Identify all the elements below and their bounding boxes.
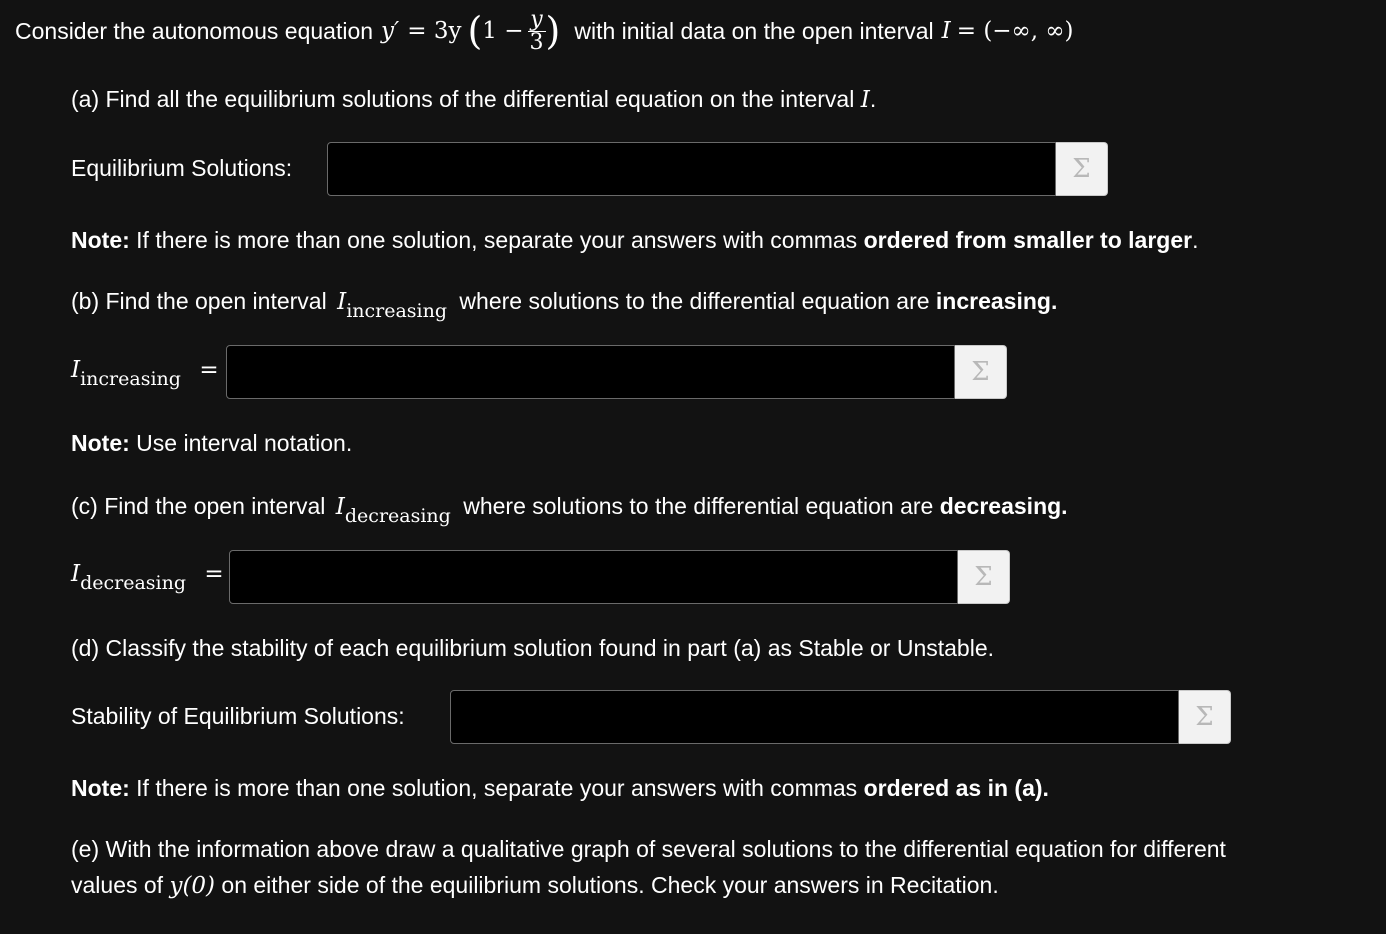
equilibrium-solutions-input[interactable]: [327, 142, 1056, 196]
sigma-icon: Σ: [971, 357, 990, 387]
equation-fraction: [528, 6, 546, 55]
interval-value: = (−∞, ∞): [956, 18, 1074, 44]
interval-var: I: [941, 18, 951, 44]
sigma-icon: Σ: [1195, 702, 1214, 732]
intro-suffix: with initial data on the open interval: [574, 17, 934, 44]
part-e-line1: (e) With the information above draw a qualitative graph of several solutions to the differential equation for different: [71, 836, 1226, 862]
part-d-prompt: (d) Classify the stability of each equilibrium solution found in part (a) as Stable or Unstable.: [71, 635, 995, 661]
part-e-line2: values of y(0) on either side of the equilibrium solutions. Check your answers in Recitation.: [71, 872, 999, 899]
increasing-interval-input[interactable]: [226, 345, 955, 399]
increasing-label: $I_{increasing}$ =: [71, 357, 219, 390]
stability-input[interactable]: [450, 690, 1179, 744]
equilibrium-label: Equilibrium Solutions:: [71, 155, 293, 181]
y0-math: y(0): [169, 873, 216, 899]
intro-prefix: Consider the autonomous equation: [15, 17, 374, 44]
sigma-icon: Σ: [1072, 154, 1091, 184]
part-c-prompt: (c) Find the open interval $I_{decreasing}$ where solutions to the differential equation are decreasing.: [71, 493, 1068, 527]
equation-editor-button[interactable]: [1179, 690, 1231, 744]
equation-mid: = 3y: [407, 18, 462, 44]
part-a-prompt: (a) Find all the equilibrium solutions of the differential equation on the interval I.: [71, 86, 877, 113]
stability-label: Stability of Equilibrium Solutions:: [71, 703, 405, 729]
part-b-prompt: (b) Find the open interval $I_{increasing}$ where solutions to the differential equation are increasing.: [71, 288, 1058, 322]
fraction-denominator: 3: [529, 29, 544, 55]
decreasing-interval-input[interactable]: [229, 550, 958, 604]
decreasing-label: $I_{decreasing}$ =: [71, 561, 224, 594]
equation-one: 1 −: [482, 18, 524, 44]
sigma-icon: Σ: [974, 562, 993, 592]
part-a-var: I: [860, 87, 870, 113]
equation-editor-button[interactable]: [955, 345, 1007, 399]
equilibrium-answer-group: [327, 142, 1108, 196]
stability-answer-group: [450, 690, 1231, 744]
problem-statement: Consider the autonomous equation y′ = 3y ( 1 − $\frac{y}{3}$ ) with initial data on the open interval I = (−∞, ∞): [15, 6, 1074, 55]
part-d-note: Note: If there is more than one solution, separate your answers with commas ordered as in (a).: [71, 775, 1049, 801]
part-b-note: Note: Use interval notation.: [71, 430, 353, 456]
decreasing-answer-group: [229, 550, 1010, 604]
increasing-answer-group: [226, 345, 1007, 399]
part-a-note: Note: If there is more than one solution, separate your answers with commas ordered from smaller to larger.: [71, 227, 1199, 253]
equation-lhs: y′: [381, 18, 400, 44]
equation-editor-button[interactable]: [1056, 142, 1108, 196]
fraction-numerator: y: [528, 9, 546, 32]
equation-editor-button[interactable]: [958, 550, 1010, 604]
